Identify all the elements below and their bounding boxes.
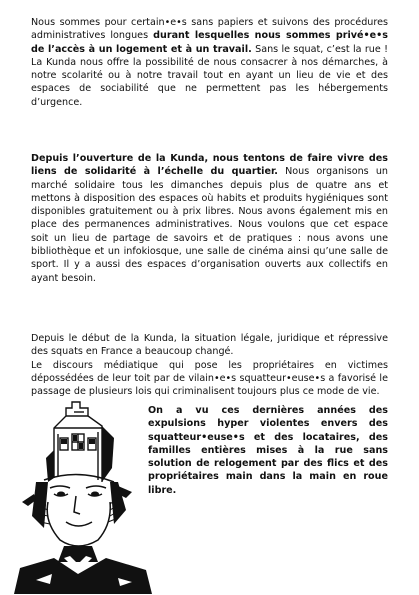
paragraph-1-text-a: Nous sommes pour certain•e•s sans papiers et suivons des procédures administratives longues	[31, 17, 388, 42]
paragraph-legal-situation	[31, 332, 388, 398]
paragraph-2-bold: Depuis l’ouverture de la Kunda, nous tentons de faire vivre des liens de solidarité à l’échelle du quartier.	[31, 153, 388, 178]
paragraph-1-bold: durant lesquelles nous sommes privé•e•s de l’accès à un logement et à un travail.	[31, 30, 388, 55]
paragraph-solidarity	[31, 152, 388, 285]
paragraph-3-line-2: Le discours médiatique qui pose les propriétaires en victimes dépossédées de leur toit par de vilain•e•s squatteur•euse•s a favorisé le passage de plusieurs lois qui criminalisent toujours plus ce mode de vie.	[31, 359, 388, 398]
paragraph-1-text-b: Sans le squat, c’est la rue ! La Kunda nous offre la possibilité de nous consacrer à nos démarches, à notre scolarité ou à notre travail tout en ayant un lieu de vie et des espaces de sociabilité que ne permettent pas les hébergements d’urgence.	[31, 43, 388, 108]
paragraph-3-line-1: Depuis le début de la Kunda, la situation légale, juridique et répressive des squats en France a beaucoup changé.	[31, 333, 388, 358]
paragraph-2-text: Nous organisons un marché solidaire tous les dimanches depuis plus de quatre ans et mettons à disposition des espaces où habits et produits hygiéniques sont disponibles gratuitement ou à prix libres. Nous avons également mis en place des permanences administratives. Nous voulons que cet espace soit un lieu de partage de savoirs et de pratiques : nous avons une bibliothèque et un infokiosque, une salle de cinéma ainsi qu’une salle de sport. Il y a aussi des espaces d’organisation ouverts aux collectifs en ayant besoin.	[31, 166, 388, 284]
expulsions-aside-text: On a vu ces dernières années des expulsions hyper violentes envers des squatteur•euse•s et des locataires, des familles entières mises à la rue sans solution de relogement par des flics et des propriétaires main dans la main en roue libre.	[148, 405, 388, 496]
paragraph-squat-necessity	[31, 16, 388, 109]
woodcut-figure-with-building-head-icon	[14, 398, 152, 594]
